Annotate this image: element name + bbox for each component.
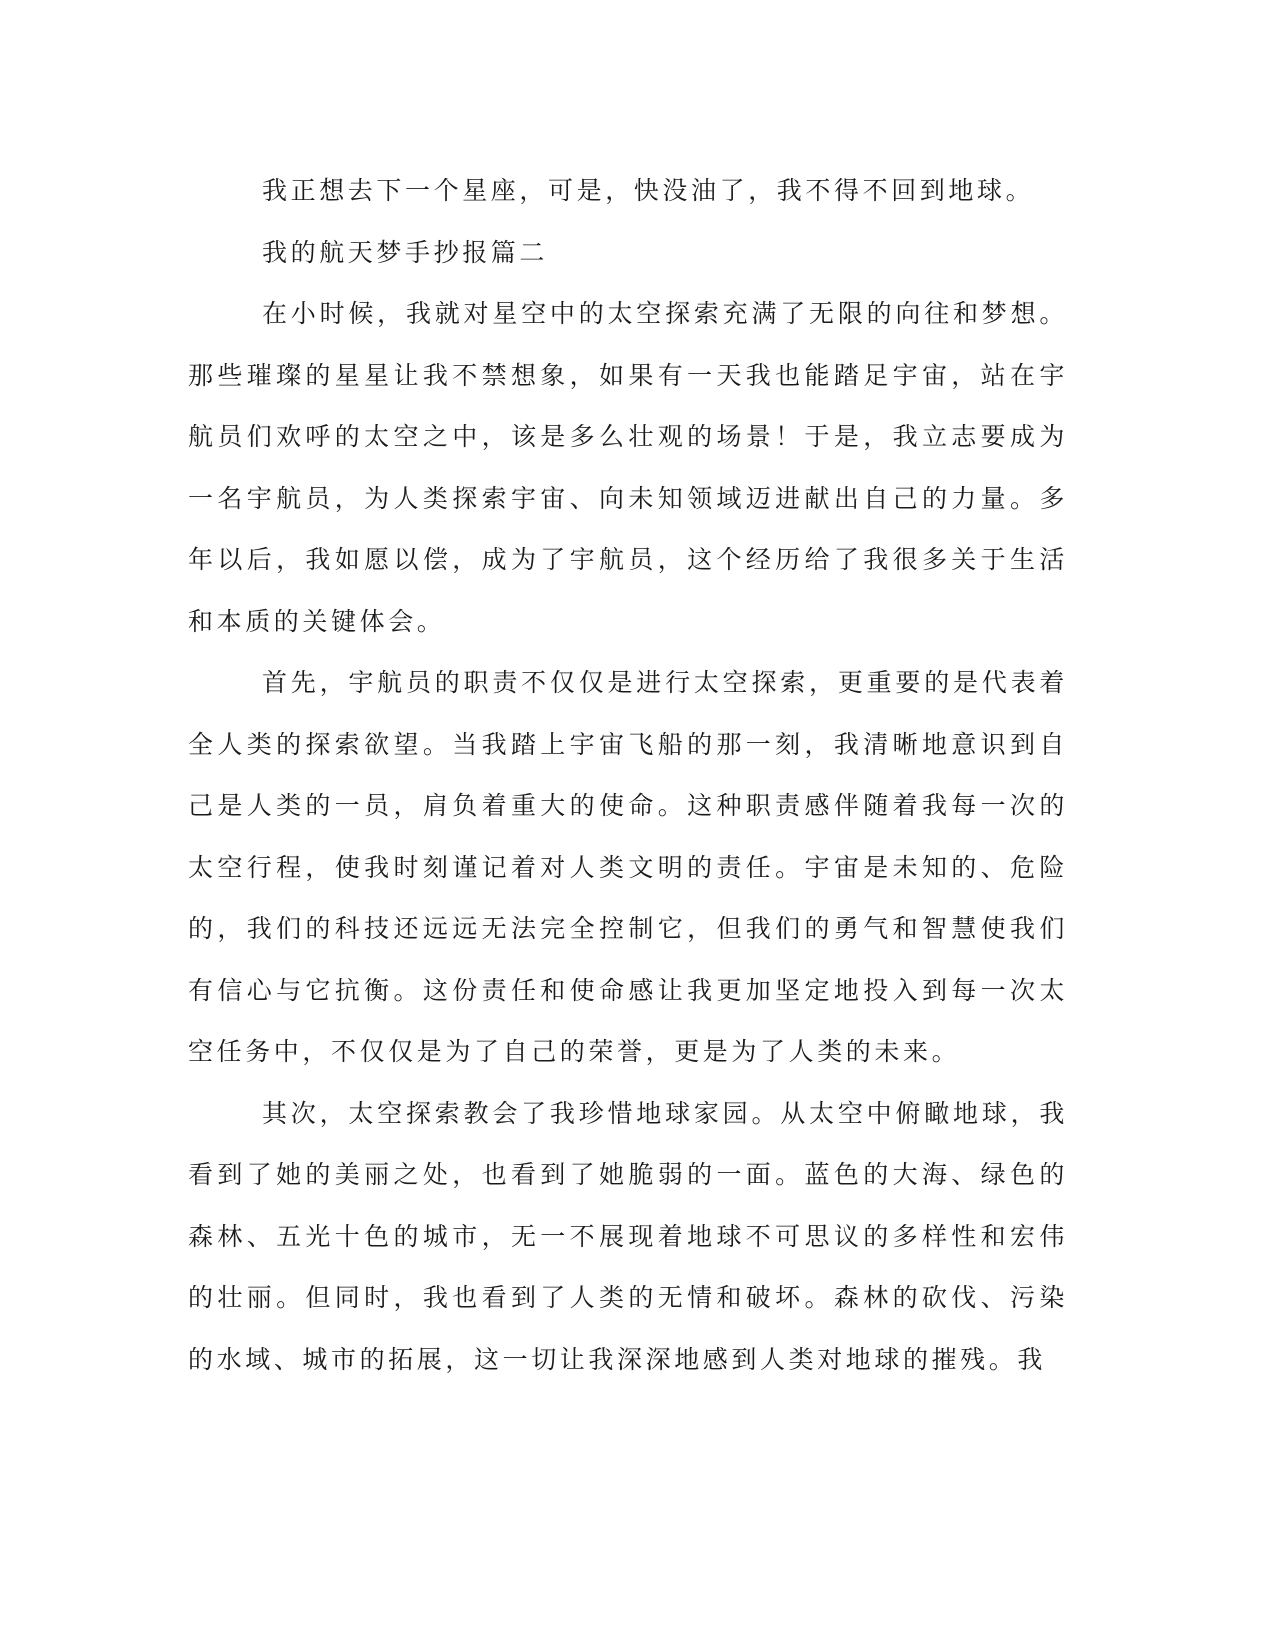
section-heading: 我的航天梦手抄报篇二 (262, 237, 549, 267)
paragraph-responsibility: 首先，宇航员的职责不仅仅是进行太空探索，更重要的是代表着全人类的探索欲望。当我踏上宇宙飞船的那一刻，我清晰地意识到自己是人类的一员，肩负着重大的使命。这种职责感伴随着我每一次的太空行程，使我时刻谨记着对人类文明的责任。宇宙是未知的、危险的，我们的科技还远远无法完全控制它，但我们的勇气和智慧使我们有信心与它抗衡。这份责任和使命感让我更加坚定地投入到每一次太空任务中，不仅仅是为了自己的荣誉，更是为了人类的未来。 (188, 668, 1068, 1066)
paragraph-childhood-dream: 在小时候，我就对星空中的太空探索充满了无限的向往和梦想。那些璀璨的星星让我不禁想象，如果有一天我也能踏足宇宙，站在宇航员们欢呼的太空之中，该是多么壮观的场景！于是，我立志要成为一名宇航员，为人类探索宇宙、向未知领域迈进献出自己的力量。多年以后，我如愿以偿，成为了宇航员，这个经历给了我很多关于生活和本质的关键体会。 (188, 299, 1068, 636)
paragraph-cherish-earth: 其次，太空探索教会了我珍惜地球家园。从太空中俯瞰地球，我看到了她的美丽之处，也看到了她脆弱的一面。蓝色的大海、绿色的森林、五光十色的城市，无一不展现着地球不可思议的多样性和宏伟的壮丽。但同时，我也看到了人类的无情和破坏。森林的砍伐、污染的水域、城市的拓展，这一切让我深深地感到人类对地球的摧残。我 (188, 1098, 1068, 1374)
paragraph-closing-line: 我正想去下一个星座，可是，快没油了，我不得不回到地球。 (262, 176, 1035, 205)
body-text (188, 160, 1068, 1390)
